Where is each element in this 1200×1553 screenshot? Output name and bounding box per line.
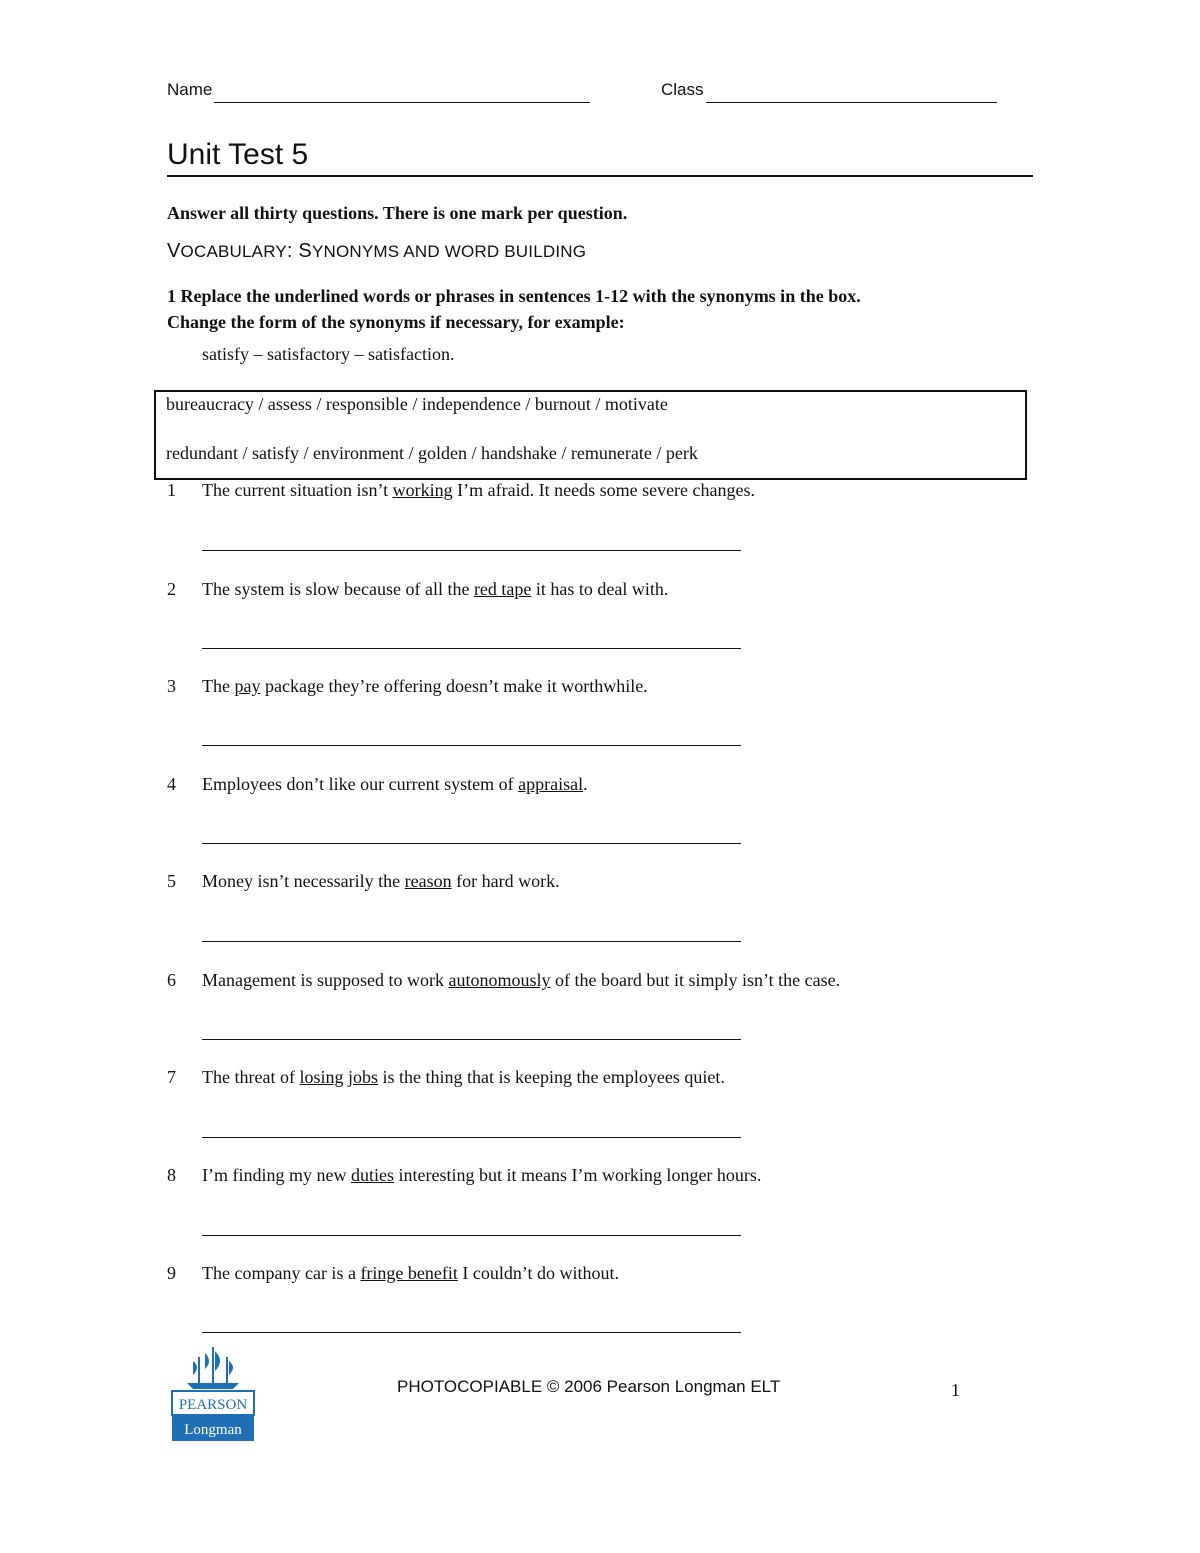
question-text-after: for hard work.	[451, 871, 560, 891]
question-underlined: pay	[234, 676, 261, 696]
example-text: satisfy – satisfactory – satisfaction.	[202, 344, 455, 364]
question-text-after: package they’re offering doesn’t make it worthwhile.	[260, 676, 648, 696]
question-text-after: is the thing that is keeping the employees quiet.	[377, 1067, 725, 1087]
section-heading	[167, 240, 586, 263]
section-separator: :	[286, 240, 299, 262]
question-underlined: appraisal	[518, 774, 584, 794]
exercise-instructions	[167, 283, 1027, 335]
question-number: 4	[167, 774, 176, 794]
word-box-line-2: redundant / satisfy / environment / golden / handshake / remunerate / perk	[166, 443, 698, 463]
question-underlined: working	[392, 480, 453, 500]
question-9	[167, 1263, 619, 1284]
question-text-before: The system is slow because of all the	[202, 579, 474, 599]
answer-line-6[interactable]	[202, 1039, 741, 1040]
question-text-before: The	[202, 676, 235, 696]
page-title: Unit Test 5	[167, 138, 309, 171]
question-number: 8	[167, 1165, 176, 1185]
answer-line-7[interactable]	[202, 1137, 741, 1138]
question-6	[167, 970, 840, 991]
title-rule	[167, 175, 1033, 177]
exercise-line-2: Change the form of the synonyms if necessary, for example:	[167, 312, 625, 332]
word-box-line-1: bureaucracy / assess / responsible / independence / burnout / motivate	[166, 394, 668, 414]
question-4	[167, 774, 588, 795]
question-text-before: Employees don’t like our current system of	[202, 774, 519, 794]
question-text-before: I’m finding my new	[202, 1165, 351, 1185]
question-number: 1	[167, 480, 176, 500]
question-underlined: losing jobs	[299, 1067, 378, 1087]
question-2	[167, 579, 668, 600]
question-number: 7	[167, 1067, 176, 1087]
name-label: Name	[167, 80, 213, 99]
answer-line-4[interactable]	[202, 843, 741, 844]
question-text-after: I couldn’t do without.	[457, 1263, 620, 1283]
question-underlined: reason	[404, 871, 452, 891]
ship-icon	[187, 1347, 239, 1389]
page-number: 1	[951, 1380, 960, 1400]
question-8	[167, 1165, 761, 1186]
instructions: Answer all thirty questions. There is one mark per question.	[167, 203, 628, 223]
answer-line-1[interactable]	[202, 550, 741, 551]
section-cap-2: S	[298, 240, 312, 262]
question-text-after: .	[583, 774, 588, 794]
question-number: 3	[167, 676, 176, 696]
question-underlined: duties	[350, 1165, 394, 1185]
question-underlined: fringe benefit	[360, 1263, 458, 1283]
question-text-after: it has to deal with.	[531, 579, 669, 599]
question-text-after: interesting but it means I’m working longer hours.	[393, 1165, 762, 1185]
answer-line-8[interactable]	[202, 1235, 741, 1236]
question-underlined: red tape	[473, 579, 532, 599]
question-underlined: autonomously	[448, 970, 551, 990]
question-number: 6	[167, 970, 176, 990]
answer-line-2[interactable]	[202, 648, 741, 649]
question-text-before: The threat of	[202, 1067, 300, 1087]
exercise-line-1: 1 Replace the underlined words or phrases in sentences 1-12 with the synonyms in the box.	[167, 286, 861, 306]
section-cap-1: V	[167, 240, 181, 262]
answer-line-3[interactable]	[202, 745, 741, 746]
question-5	[167, 871, 560, 892]
name-field[interactable]	[214, 101, 590, 103]
question-text-after: I’m afraid. It needs some severe changes.	[452, 480, 756, 500]
question-number: 5	[167, 871, 176, 891]
section-rest-2: YNONYMS AND WORD BUILDING	[311, 242, 587, 261]
pearson-longman-logo	[171, 1343, 255, 1443]
class-field[interactable]	[706, 101, 997, 103]
question-text-before: The company car is a	[202, 1263, 361, 1283]
logo-bottom-text: Longman	[184, 1422, 242, 1438]
question-text-before: The current situation isn’t	[202, 480, 393, 500]
copyright-notice: PHOTOCOPIABLE © 2006 Pearson Longman ELT	[397, 1377, 781, 1396]
question-3	[167, 676, 648, 697]
question-text-before: Management is supposed to work	[202, 970, 449, 990]
question-7	[167, 1067, 725, 1088]
question-number: 9	[167, 1263, 176, 1283]
logo-top-text: PEARSON	[178, 1397, 248, 1413]
question-text-after: of the board but it simply isn’t the case.	[550, 970, 841, 990]
answer-line-9[interactable]	[202, 1332, 741, 1333]
answer-line-5[interactable]	[202, 941, 741, 942]
section-rest-1: OCABULARY	[180, 242, 287, 261]
question-1	[167, 480, 755, 501]
question-number: 2	[167, 579, 176, 599]
question-text-before: Money isn’t necessarily the	[202, 871, 405, 891]
class-label: Class	[661, 80, 704, 99]
